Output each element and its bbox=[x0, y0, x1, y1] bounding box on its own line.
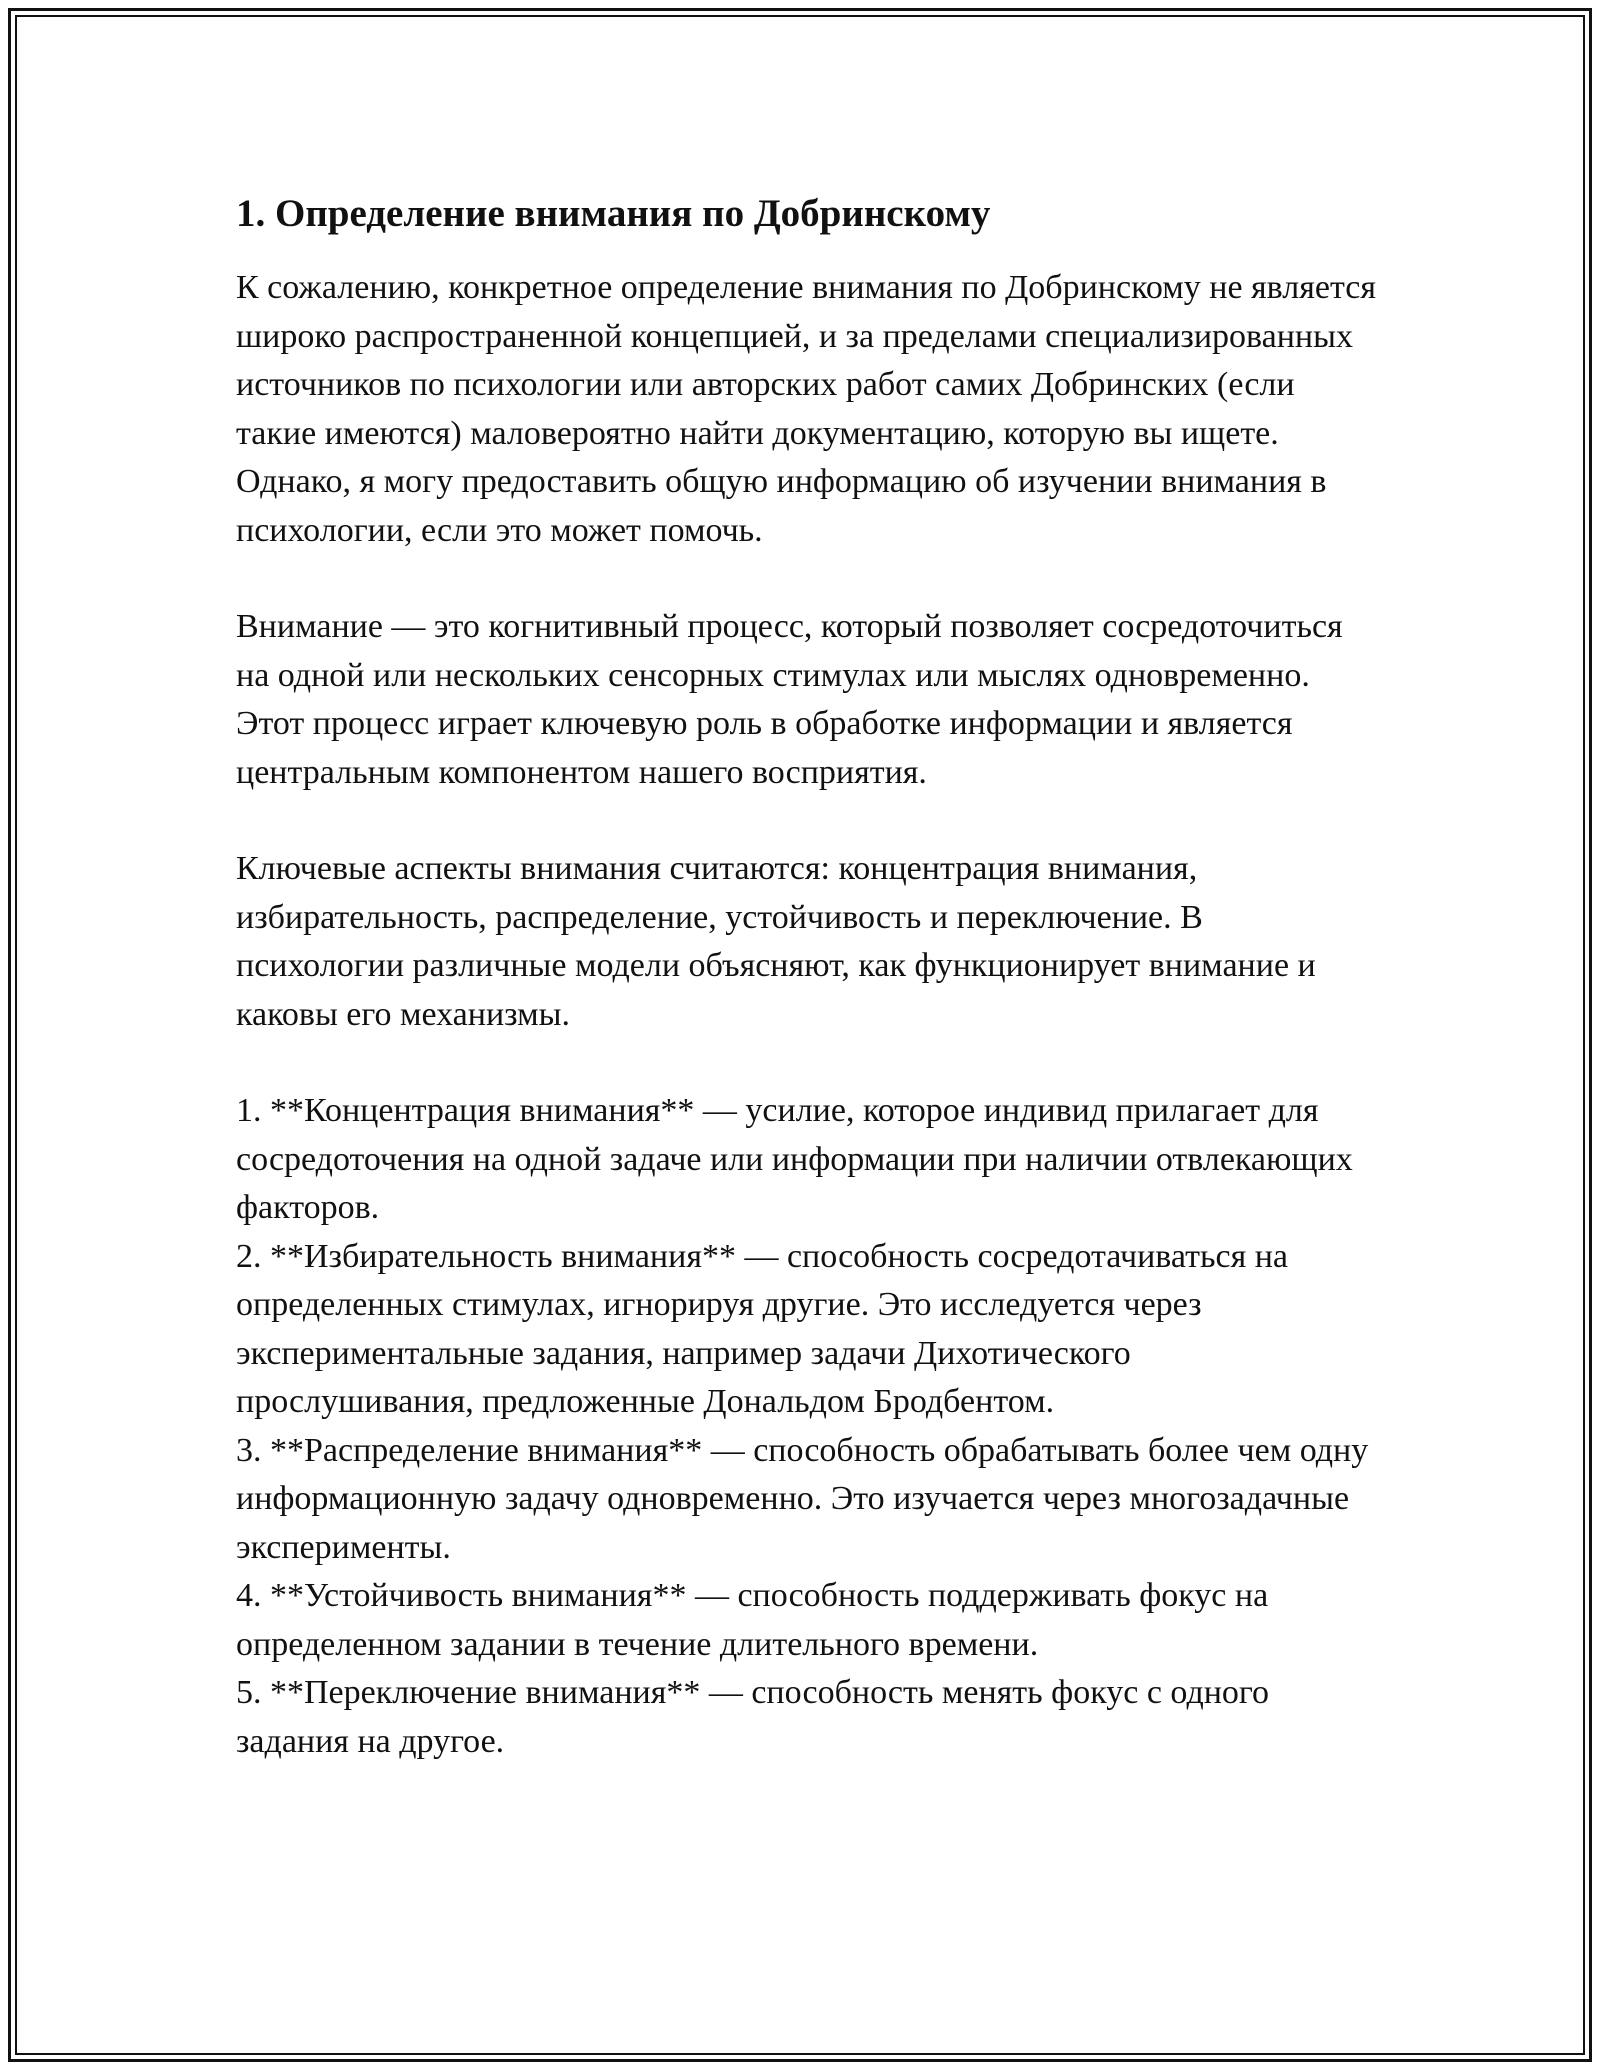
aspects-list bbox=[236, 1087, 1376, 1766]
list-item: 4. **Устойчивость внимания** — способность поддерживать фокус на определенном задании в течение длительного времени. bbox=[236, 1577, 1269, 1663]
list-item: 1. **Концентрация внимания** — усилие, которое индивид прилагает для сосредоточения на одной задаче или информации при наличии отвлекающих факторов. bbox=[236, 1092, 1353, 1226]
section-heading: 1. Определение внимания по Добринскому bbox=[236, 192, 991, 235]
list-item: 5. **Переключение внимания** — способность менять фокус с одного задания на другое. bbox=[236, 1674, 1270, 1760]
list-item: 3. **Распределение внимания** — способность обрабатывать более чем одну информационную задачу одновременно. Это изучается через многозадачные эксперименты. bbox=[236, 1431, 1369, 1566]
paragraph-intro: К сожалению, конкретное определение внимания по Добринскому не является широко распространенной концепцией, и за пределами специализированных источников по психологии или авторских работ самих Добринских (если такие имеются) маловероятно найти документацию, которую вы ищете. Однако, я могу предоставить общую информацию об изучении внимания в психологии, если это может помочь. bbox=[236, 269, 1376, 549]
paragraph-definition: Внимание — это когнитивный процесс, который позволяет сосредоточиться на одной или нескольких сенсорных стимулах или мыслях одновременно. Этот процесс играет ключевую роль в обработке информации и является центральным компонентом нашего восприятия. bbox=[236, 608, 1343, 791]
document-body bbox=[236, 186, 1376, 1766]
list-item: 2. **Избирательность внимания** — способность сосредотачиваться на определенных стимулах, игнорируя другие. Это исследуется через экспериментальные задания, например задачи Дихотического прослушивания, предложенные Дональдом Бродбентом. bbox=[236, 1237, 1288, 1420]
paragraph-key-aspects: Ключевые аспекты внимания считаются: концентрация внимания, избирательность, распределение, устойчивость и переключение. В психологии различные модели объясняют, как функционирует внимание и каковы его механизмы. bbox=[236, 850, 1316, 1033]
